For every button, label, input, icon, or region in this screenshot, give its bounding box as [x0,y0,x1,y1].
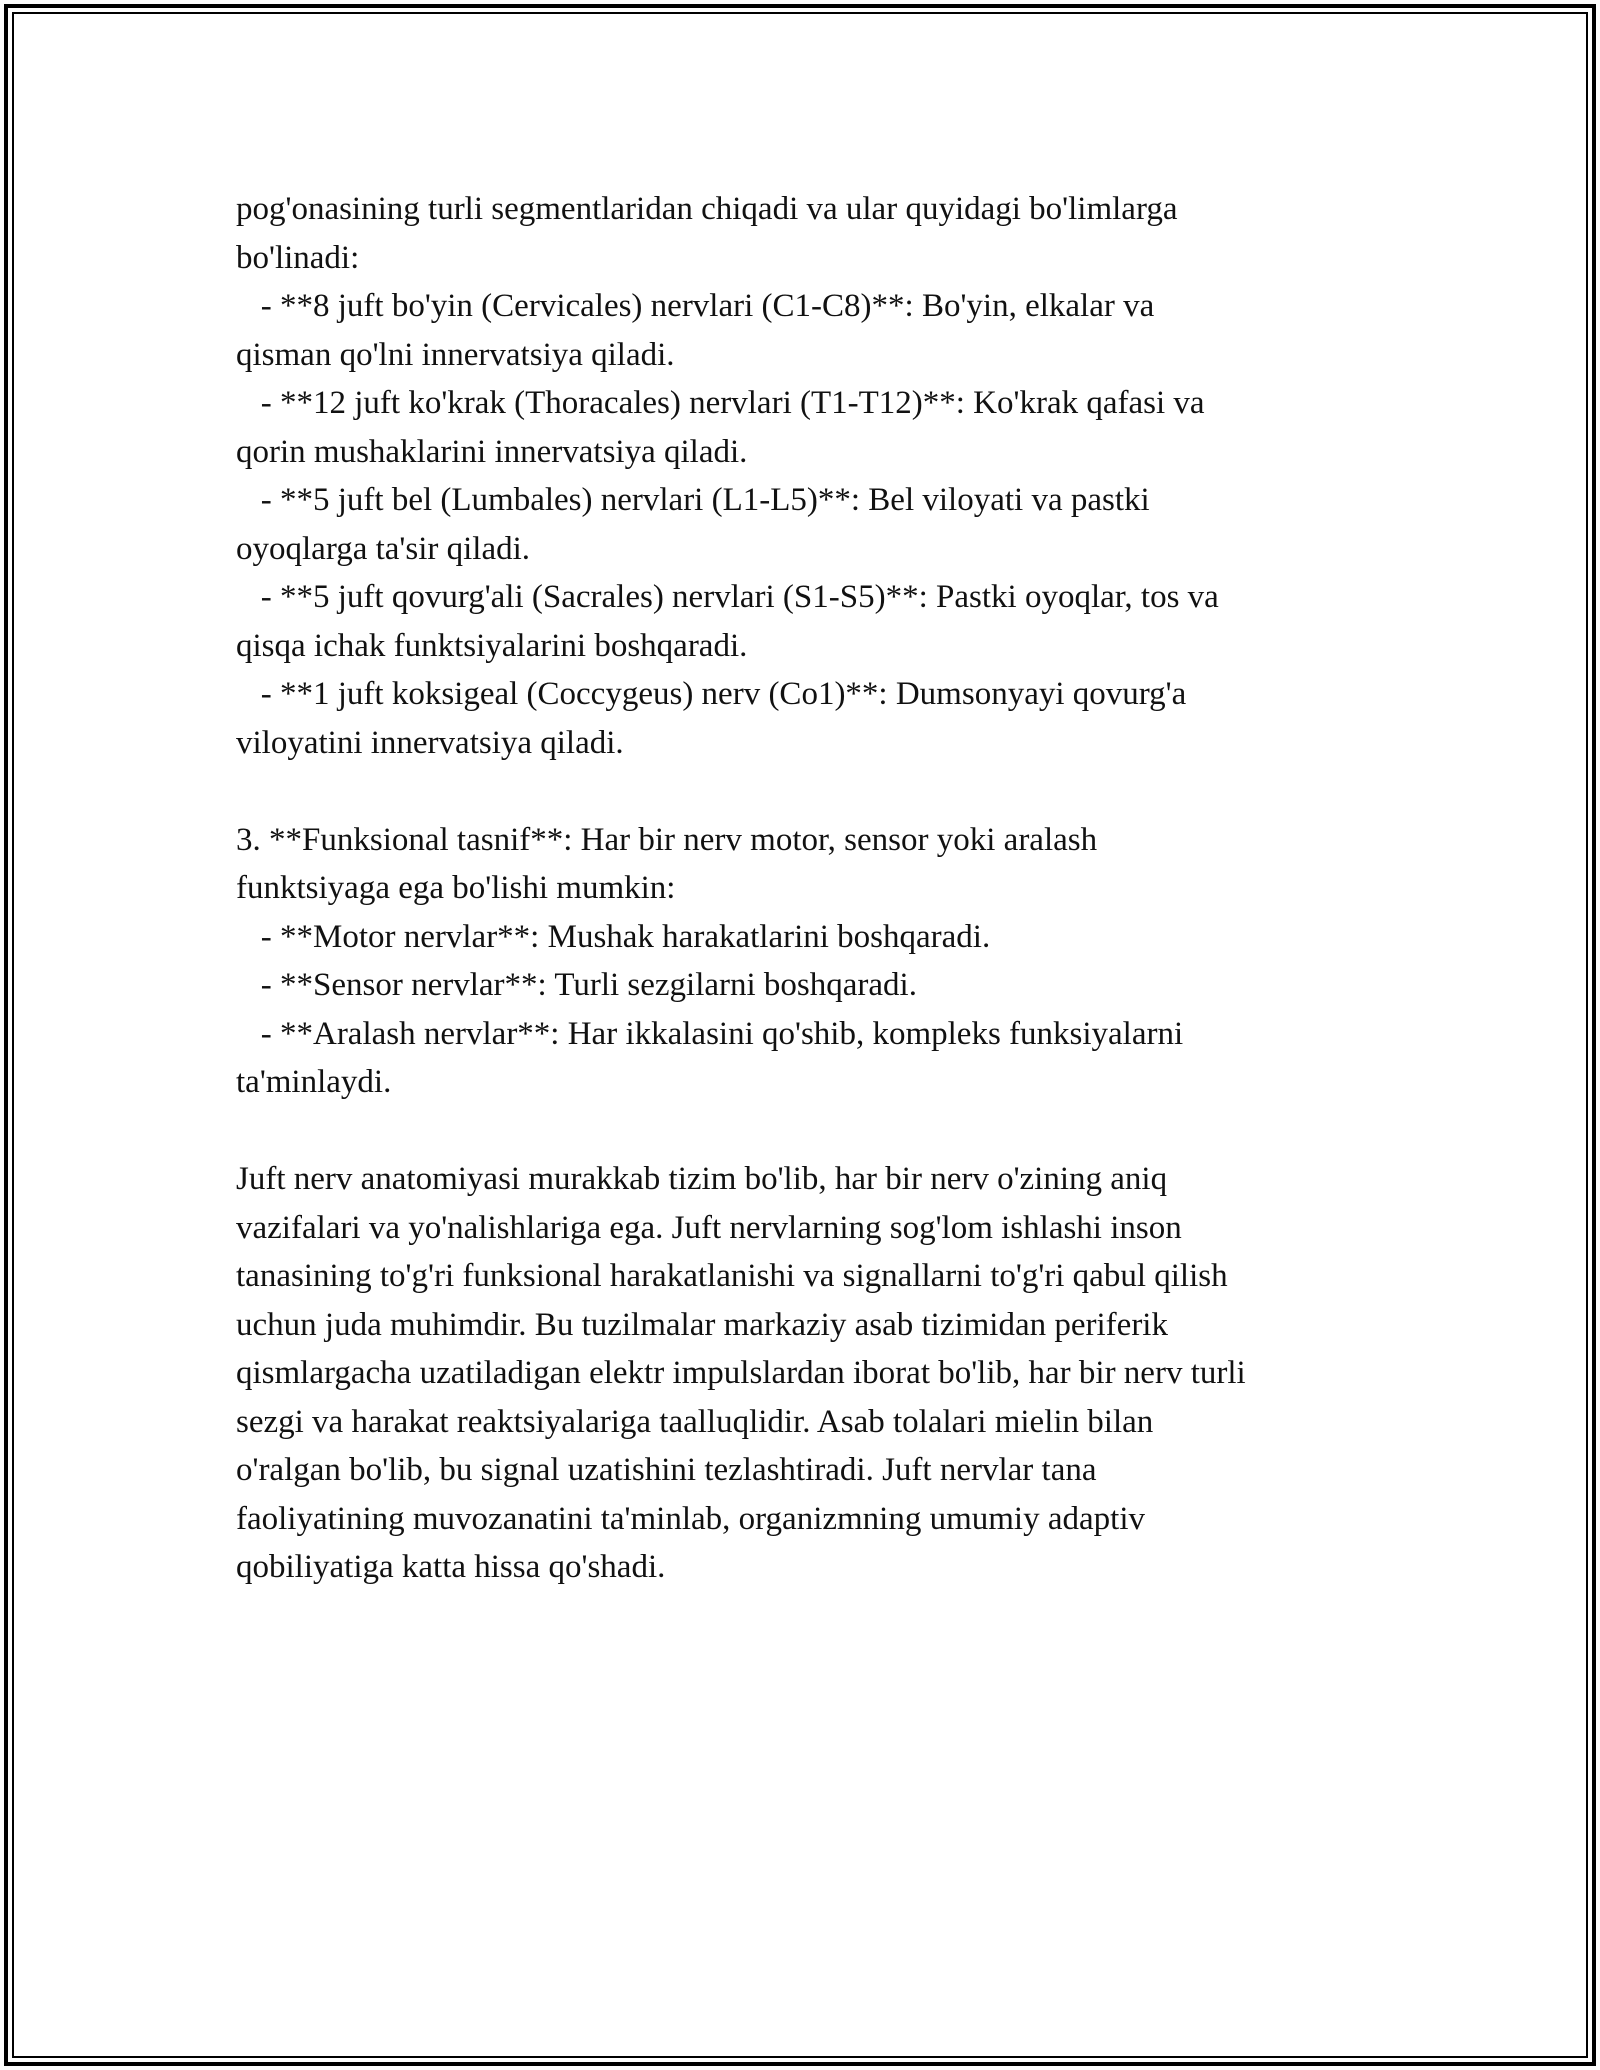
summary-paragraph-line: faoliyatining muvozanatini ta'minlab, organizmning umumiy adaptiv [236,1500,1145,1537]
text-line: qisqa ichak funktsiyalarini boshqaradi. [236,627,748,664]
text-line: funktsiyaga ega bo'lishi mumkin: [236,870,676,906]
text-line: viloyatini innervatsiya qiladi. [236,724,624,761]
list-item-lumbales: - **5 juft bel (Lumbales) nervlari (L1-L5)**: Bel viloyati va pastki [236,482,1150,518]
summary-paragraph-line: qobiliyatiga katta hissa qo'shadi. [236,1549,666,1585]
summary-paragraph-line: uchun juda muhimdir. Bu tuzilmalar markaziy asab tizimidan periferik [236,1306,1168,1343]
text-line: ta'minlaydi. [236,1064,392,1100]
summary-paragraph-line: vazifalari va yo'nalishlariga ega. Juft nervlarning sog'lom ishlashi inson [236,1209,1182,1246]
list-item-coccygeus: - **1 juft koksigeal (Coccygeus) nerv (Co1)**: Dumsonyayi qovurg'a [236,676,1187,712]
list-item-thoracales: - **12 juft ko'krak (Thoracales) nervlari (T1-T12)**: Ko'krak qafasi va [236,385,1205,421]
summary-paragraph-line: sezgi va harakat reaktsiyalariga taalluqlidir. Asab tolalari mielin bilan [236,1403,1154,1440]
list-item-sacrales: - **5 juft qovurg'ali (Sacrales) nervlari (S1-S5)**: Pastki oyoqlar, tos va [236,579,1219,615]
text-line: qisman qo'lni innervatsiya qiladi. [236,336,675,373]
text-line: pog'onasining turli segmentlaridan chiqadi va ular quyidagi bo'limlarga [236,191,1178,227]
summary-paragraph-line: o'ralgan bo'lib, bu signal uzatishini tezlashtiradi. Juft nervlar tana [236,1452,1097,1488]
blank-line [236,1107,1386,1156]
document-body [236,185,1386,1592]
list-item-mixed: - **Aralash nervlar**: Har ikkalasini qo'shib, kompleks funksiyalarni [236,1015,1184,1052]
summary-paragraph-line: tanasining to'g'ri funksional harakatlanishi va signallarni to'g'ri qabul qilish [236,1258,1228,1294]
list-item-motor: - **Motor nervlar**: Mushak harakatlarini boshqaradi. [236,918,991,955]
summary-paragraph-line: qismlargacha uzatiladigan elektr impulslardan iborat bo'lib, har bir nerv turli [236,1355,1246,1391]
summary-paragraph-line: Juft nerv anatomiyasi murakkab tizim bo'lib, har bir nerv o'zining aniq [236,1161,1168,1197]
text-line: oyoqlarga ta'sir qiladi. [236,530,531,567]
blank-line [236,767,1386,816]
section-functional-classification: 3. **Funksional tasnif**: Har bir nerv motor, sensor yoki aralash [236,821,1098,858]
text-line: bo'linadi: [236,239,360,276]
list-item-sensor: - **Sensor nervlar**: Turli sezgilarni boshqaradi. [236,967,917,1003]
text-line: qorin mushaklarini innervatsiya qiladi. [236,433,748,470]
list-item-cervicales: - **8 juft bo'yin (Cervicales) nervlari (C1-C8)**: Bo'yin, elkalar va [236,288,1155,324]
